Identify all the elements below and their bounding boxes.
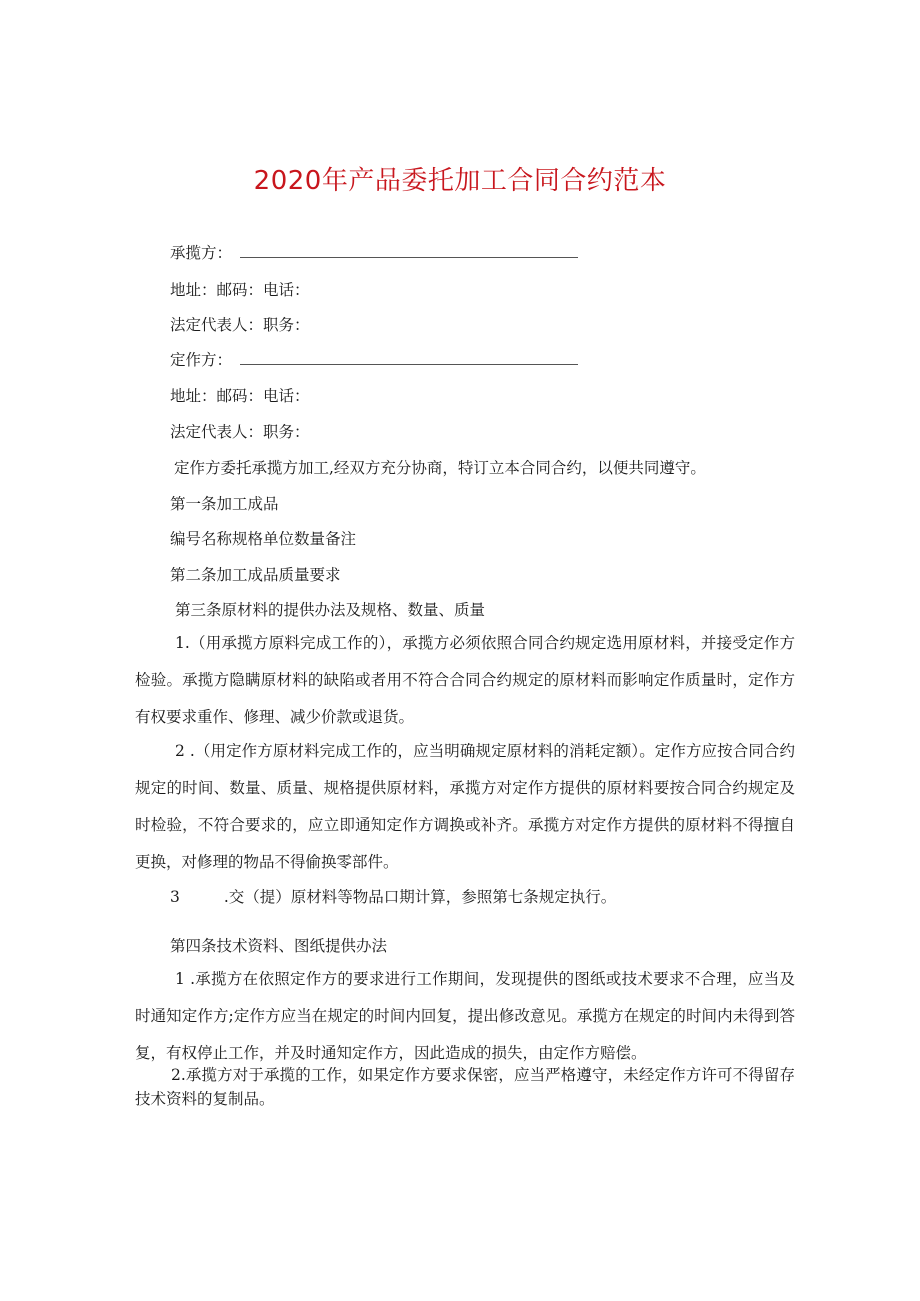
article3-item3 <box>170 887 616 907</box>
article3-heading: 第三条原材料的提供办法及规格、数量、质量 <box>175 601 486 619</box>
article4-item2: 2.承揽方对于承揽的工作，如果定作方要求保密，应当严格遵守，未经定作方许可不得留存技术资料的复制品。 <box>135 1066 795 1108</box>
article3-item3-text: .交（提）原材料等物品口期计算，参照第七条规定执行。 <box>223 888 617 906</box>
article3-item3-number: 3 <box>170 888 180 906</box>
party-b-line <box>170 350 578 370</box>
article4-item1: 1 .承揽方在依照定作方的要求进行工作期间，发现提供的图纸或技术要求不合理，应当及时通知定作方;定作方应当在规定的时间内回复，提出修改意见。承揽方在规定的时间内未得到答复，有权停止工作，并及时通知定作方，因此造成的损失，由定作方赔偿。 <box>135 970 795 1062</box>
party-a-line <box>170 243 578 263</box>
article3-item1: 1.（用承揽方原料完成工作的），承揽方必须依照合同合约规定选用原材料，并接受定作方检验。承揽方隐瞒原材料的缺陷或者用不符合合同合约规定的原材料而影响定作质量时，定作方有权要求重作、修理、减少价款或退货。 <box>135 634 795 726</box>
article4-heading: 第四条技术资料、图纸提供办法 <box>170 937 388 955</box>
article2-heading: 第二条加工成品质量要求 <box>170 566 341 584</box>
party-a-contact: 地址：邮码：电话： <box>170 281 310 299</box>
party-b-contact: 地址：邮码：电话： <box>170 387 310 405</box>
party-a-label: 承揽方： <box>170 244 233 262</box>
party-b-name-blank <box>240 350 578 365</box>
party-b-representative: 法定代表人：职务： <box>170 423 310 441</box>
party-b-label: 定作方： <box>170 351 233 369</box>
article1-heading: 第一条加工成品 <box>170 495 279 513</box>
party-a-name-blank <box>240 243 578 258</box>
article3-item2: 2 .（用定作方原材料完成工作的，应当明确规定原材料的消耗定额）。定作方应按合同合约规定的时间、数量、质量、规格提供原材料，承揽方对定作方提供的原材料要按合同合约规定及时检验，不符合要求的，应立即通知定作方调换或补齐。承揽方对定作方提供的原材料不得擅自更换，对修理的物品不得偷换零部件。 <box>135 742 795 871</box>
document-title: 2020年产品委托加工合同合约范本 <box>253 166 667 196</box>
intro-paragraph: 定作方委托承揽方加工,经双方充分协商，特订立本合同合约，以便共同遵守。 <box>174 459 706 477</box>
article1-columns: 编号名称规格单位数量备注 <box>170 530 357 548</box>
party-a-representative: 法定代表人：职务： <box>170 316 310 334</box>
